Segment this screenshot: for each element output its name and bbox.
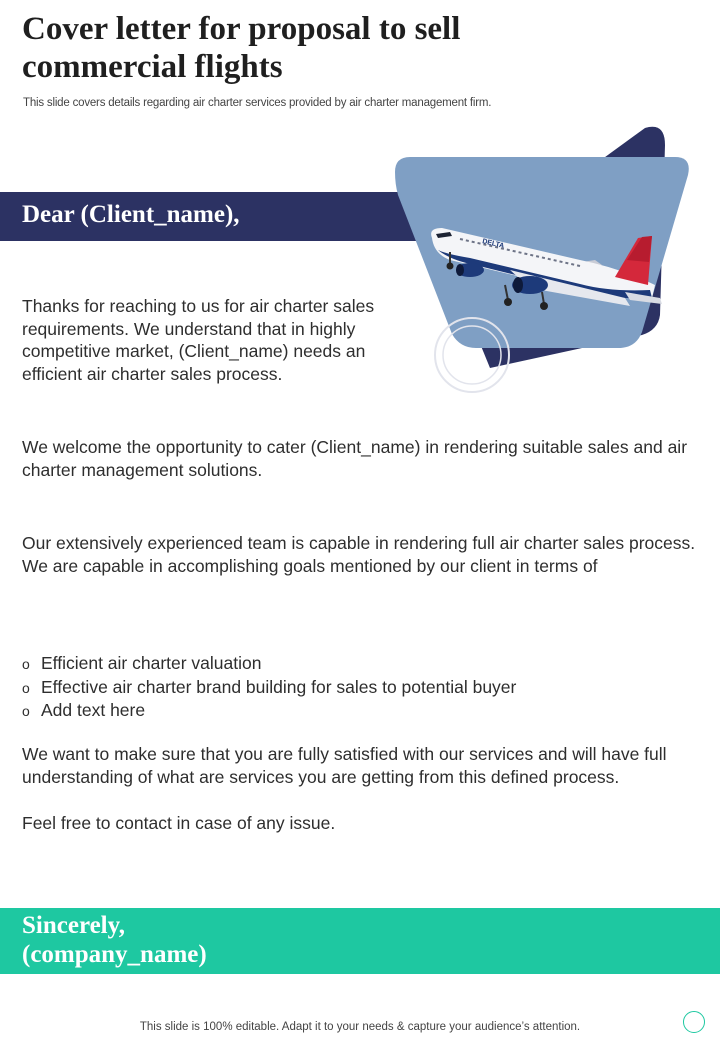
list-item-text: Efficient air charter valuation [41, 653, 262, 673]
list-item [22, 676, 516, 700]
paragraph-satisfaction: We want to make sure that you are fully satisfied with our services and will have full understanding of what are services you are getting from this defined process. [22, 744, 667, 787]
circle-icon [683, 1011, 705, 1033]
company-name: (company_name) [22, 941, 207, 968]
list-item [22, 699, 516, 723]
signoff-line: Sincerely, [22, 912, 126, 939]
paragraph-welcome: We welcome the opportunity to cater (Client_name) in rendering suitable sales and air charter management solutions. [22, 437, 688, 480]
airplane-photo [380, 120, 700, 410]
paragraph-contact: Feel free to contact in case of any issue. [22, 813, 336, 833]
list-item [22, 652, 516, 676]
list-item-text: Add text here [41, 700, 146, 720]
airline-livery-text: DELTA [481, 238, 505, 250]
bullet-marker: o [22, 656, 30, 672]
footer-note: This slide is 100% editable. Adapt it to your needs & capture your audience’s attention. [139, 1021, 581, 1033]
paragraph-intro: Thanks for reaching to us for air charter sales requirements. We understand that in highly competitive market, (Client_name) needs an efficient air charter sales process. [22, 296, 375, 384]
list-item-text: Effective air charter brand building for sales to potential buyer [41, 676, 517, 697]
paragraph-team: Our extensively experienced team is capable in rendering full air charter sales process. We are capable in accomplishing goals mentioned by our client in terms of [22, 533, 696, 576]
bullet-marker: o [22, 679, 30, 696]
page-subtitle: This slide covers details regarding air charter services provided by air charter management firm. [23, 97, 492, 109]
bullet-marker: o [22, 703, 30, 719]
page-title: Cover letter for proposal to sell commercial flights [22, 11, 461, 85]
greeting-text: Dear (Client_name), [22, 201, 240, 228]
goals-list [22, 652, 516, 723]
